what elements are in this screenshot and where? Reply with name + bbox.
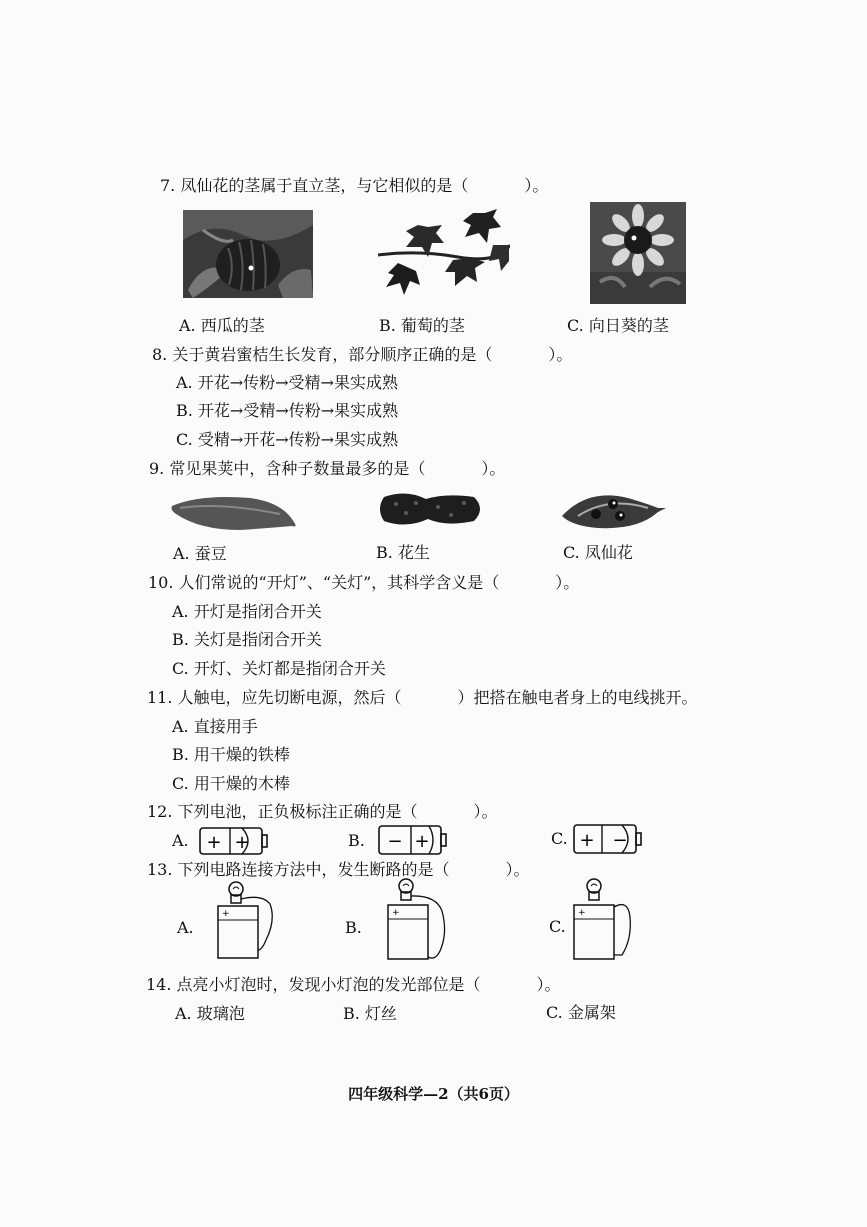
q10-option-a: A. 开灯是指闭合开关 — [172, 602, 322, 621]
q7-option-a: A. 西瓜的茎 — [179, 316, 265, 335]
sunflower-photo — [590, 202, 686, 304]
circuit-b — [380, 877, 450, 963]
question-7: 7. 凤仙花的茎属于直立茎，与它相似的是（ ）。 — [160, 176, 549, 195]
q8-option-a: A. 开花→传粉→受精→果实成熟 — [176, 373, 398, 392]
q9-option-a: A. 蚕豆 — [173, 544, 227, 563]
q14-option-b: B. 灯丝 — [343, 1004, 397, 1023]
q8-option-c: C. 受精→开花→传粉→果实成熟 — [176, 430, 399, 449]
q10-option-c: C. 开灯、关灯都是指闭合开关 — [172, 659, 386, 678]
q14-option-a: A. 玻璃泡 — [175, 1004, 245, 1023]
q11-option-a: A. 直接用手 — [172, 717, 258, 736]
svg-text:+: + — [578, 908, 586, 918]
battery-b-right-sign: + — [414, 831, 430, 852]
battery-b-left-sign: − — [387, 831, 403, 852]
grape-vine-photo — [378, 205, 510, 300]
svg-text:+: + — [392, 908, 400, 918]
q13-label-b: B. — [345, 918, 362, 937]
peanut-pod — [376, 489, 486, 529]
q9-option-c: C. 凤仙花 — [563, 543, 633, 562]
question-8: 8. 关于黄岩蜜桔生长发育，部分顺序正确的是（ ）。 — [152, 345, 573, 364]
question-10: 10. 人们常说的“开灯”、“关灯”，其科学含义是（ ）。 — [148, 573, 580, 592]
battery-a-right-sign: + — [234, 832, 250, 853]
q7-option-b: B. 葡萄的茎 — [379, 316, 465, 335]
balsam-pod — [558, 486, 668, 532]
watermelon-photo — [183, 210, 313, 298]
page-footer: 四年级科学—2（共6页） — [348, 1085, 519, 1103]
q12-label-c: C. — [551, 829, 568, 848]
q7-option-c: C. 向日葵的茎 — [567, 316, 669, 335]
q12-label-a: A. — [172, 831, 189, 850]
circuit-c — [570, 877, 636, 963]
q11-option-b: B. 用干燥的铁棒 — [172, 745, 290, 764]
question-13: 13. 下列电路连接方法中，发生断路的是（ ）。 — [147, 860, 530, 879]
question-14: 14. 点亮小灯泡时，发现小灯泡的发光部位是（ ）。 — [146, 975, 561, 994]
q12-label-b: B. — [348, 831, 365, 850]
question-9: 9. 常见果荚中，含种子数量最多的是（ ）。 — [149, 459, 506, 478]
q9-option-b: B. 花生 — [376, 543, 430, 562]
battery-c-right-sign: − — [612, 830, 628, 851]
q14-option-c: C. 金属架 — [546, 1003, 616, 1022]
q11-option-c: C. 用干燥的木棒 — [172, 774, 290, 793]
circuit-a — [212, 880, 278, 962]
q10-option-b: B. 关灯是指闭合开关 — [172, 630, 322, 649]
battery-a — [198, 824, 270, 858]
battery-c-left-sign: + — [579, 830, 595, 851]
battery-b — [377, 822, 449, 858]
q13-label-a: A. — [177, 918, 194, 937]
battery-a-left-sign: + — [206, 832, 222, 853]
broad-bean-pod — [170, 492, 300, 534]
question-11: 11. 人触电，应先切断电源，然后（ ）把搭在触电者身上的电线挑开。 — [147, 688, 698, 707]
question-12: 12. 下列电池，正负极标注正确的是（ ）。 — [147, 802, 498, 821]
svg-text:+: + — [222, 909, 230, 919]
battery-c — [572, 821, 644, 857]
q8-option-b: B. 开花→受精→传粉→果实成熟 — [176, 401, 399, 420]
q13-label-c: C. — [549, 917, 566, 936]
